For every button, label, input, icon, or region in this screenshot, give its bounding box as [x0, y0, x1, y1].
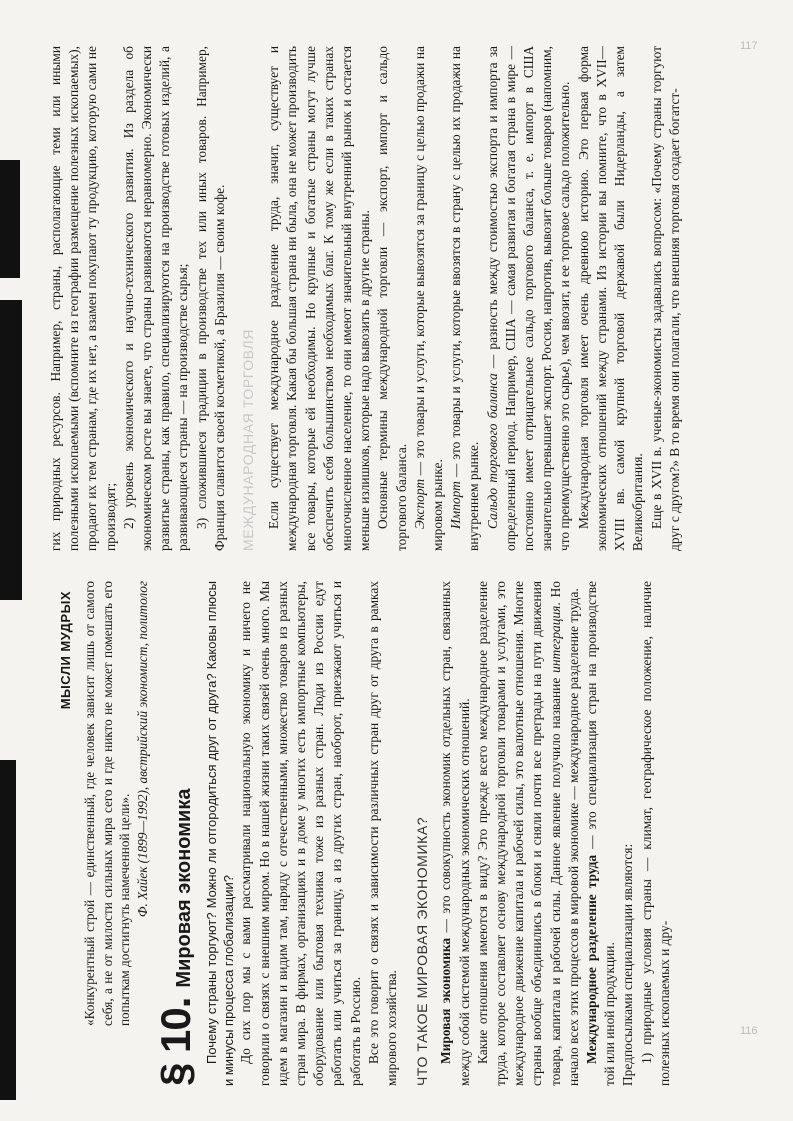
subheading-world-economy: ЧТО ТАКОЕ МИРОВАЯ ЭКОНОМИКА? — [413, 816, 430, 1086]
scan-edge-bar-top — [0, 160, 20, 278]
scan-edge-bar-middle — [0, 300, 22, 600]
epigraph-quote: «Конкурентный строй — единственный, где человек зависит лишь от самого себя, а не от милости сильных мира сего и где никто не может помешать его попыткам достигнуть намеченной цели». — [81, 580, 132, 1026]
section-questions: Почему страны торгуют? Можно ли отгородиться друг от друга? Каковы плюсы и минусы процесса глобализации? — [203, 580, 236, 1086]
term: Сальдо торгового баланса — [484, 372, 500, 529]
rotated-page-content — [47, 31, 747, 1091]
page-number-right: 117 — [740, 40, 758, 52]
page-number-left: 116 — [740, 1025, 758, 1037]
paragraph: Все это говорит о связях и зависимости различных стран друг от друга в рамках мирового хозяйства. — [365, 580, 399, 1086]
definition-text: — это специализация стран на производстве той или иной продукции. — [583, 580, 617, 1086]
term: Импорт — [447, 480, 463, 529]
definition-text: — разность между стоимостью экспорта и импорта за определенный период. Например, США — самая развитая и богатая страна в мире — постоянно имеет отрицательное сальдо торгового баланса, т. е. импорт в США значительно превышает экспорт. Россия, напротив, вывозит больше товаров (напомним, что преимущественно это сырье), чем ввозит, и ее торговое сальдо положительно. — [484, 45, 572, 551]
term: Международное разделение труда — [583, 854, 599, 1064]
prerequisite-2: 2) уровень экономического и научно-технического развития. Из раздела об экономическом росте вы знаете, что страны развиваются неравномерно. Экономически развитые страны, как правило, специализируются на производстве готовых изделий, а развивающиеся страны — на производстве сырья; — [120, 45, 190, 551]
subheading-international-trade: МЕЖДУНАРОДНАЯ ТОРГОВЛЯ — [239, 328, 256, 551]
paragraph: Еще в XVII в. ученые-экономисты задавались вопросом: «Почему страны торгуют друг с другом?» В то время они полагали, что внешняя торговля создает богатст- — [648, 45, 682, 551]
left-page — [47, 581, 747, 1086]
paragraph: Основные термины международной торговли — экспорт, импорт и сальдо торгового баланса. — [374, 45, 409, 551]
prerequisite-3: 3) сложившиеся традиции в производстве тех или иных товаров. Например, Франция славится своей косметикой, а Бразилия — своим кофе. — [193, 45, 227, 551]
definition-world-economy — [437, 581, 473, 1086]
paragraph: До сих пор мы с вами рассматривали национальную экономику и ничего не говорили о связях с внешним миром. Но в нашей жизни таких связей очень много. Мы идем в магазин и видим там, наряду с отечественными, множество товаров из разных стран мира. В фирмах, организациях и в доме у многих есть импортные компьютеры, оборудование или бытовая техника тоже из разных стран. Люди из России едут работать или учиться за границу, а из других стран, наоборот, приезжают учиться и работать в Россию. — [237, 580, 363, 1086]
definition-text: — это совокупность экономик отдельных стран, связанных между собой системой международных экономических отношений. — [437, 580, 472, 1086]
paragraph: гих природных ресурсов. Например, страны, располагающие теми или иными полезными ископаемыми (вспомните из географии размещение полезных ископаемых), продают их тем странам, где их нет, а взамен покупают ту продукцию, которую сами не производят; — [47, 45, 118, 551]
term-integration: интеграция — [547, 605, 563, 673]
term: Экспорт — [411, 478, 427, 529]
epigraph-author: Ф. Хайек (1899—1992), австрийский экономист, политолог — [134, 580, 150, 917]
definition-division-of-labour — [583, 581, 619, 1086]
prerequisite-1: 1) природные условия страны — климат, географическое положение, наличие полезных ископаемых и дру- — [638, 580, 672, 1086]
term: Мировая экономика — [437, 937, 453, 1064]
epigraph-heading: МЫСЛИ МУДРЫХ — [57, 590, 73, 709]
paragraph-text: . Но начало всех этих процессов в мировой экономике — международное разделение труда. — [547, 580, 581, 1086]
section-title — [151, 581, 199, 1086]
right-page — [47, 46, 747, 551]
definition-saldo — [483, 46, 574, 551]
definition-text: — это товары и услуги, которые ввозятся в страну с целью их продажи на внутреннем рынке. — [447, 45, 481, 551]
scan-edge-bar-bottom — [0, 760, 16, 1100]
epigraph — [81, 581, 151, 1026]
paragraph: Если существует международное разделение труда, значит, существует и международная торговля. Какая бы большая страна ни была, она не может производить все товары, которые ей необходимы. Но крупные и богатые страны могут лучше обеспечить себя большинством необходимых благ. К тому же если в таких странах многочисленное население, то они имеют значительный внутренний рынок и остается меньше излишков, которые надо вывозить в другие страны. — [265, 45, 372, 551]
prerequisites-intro: Предпосылками специализации являются: — [619, 843, 635, 1086]
paragraph — [473, 581, 582, 1086]
definition-import — [447, 46, 483, 551]
definition-text: — это товары и услуги, которые вывозятся за границу с целью продажи на мировом рынке. — [411, 45, 445, 551]
paragraph-text: Какие отношения имеются в виду? Это прежде всего международное разделение труда, которое составляет основу международной торговли товарами и услугами, это международное движение капитала и рабочей силы, это валютные отношения. Многие страны вообще объединились в блоки и сняли почти все преграды на пути движения товара, капитала и рабочей силы. Данное явление получило название — [474, 580, 563, 1086]
paragraph: Международная торговля имеет очень древнюю историю. Это первая форма экономических отношений между странами. Из истории вы помните, что в XVII—XVIII вв. самой крупной торговой державой были Нидерланды, а затем Великобритания. — [575, 45, 645, 551]
section-number: § 10. — [151, 997, 199, 1086]
section-name: Мировая экономика — [172, 788, 195, 988]
definition-export — [410, 46, 446, 551]
